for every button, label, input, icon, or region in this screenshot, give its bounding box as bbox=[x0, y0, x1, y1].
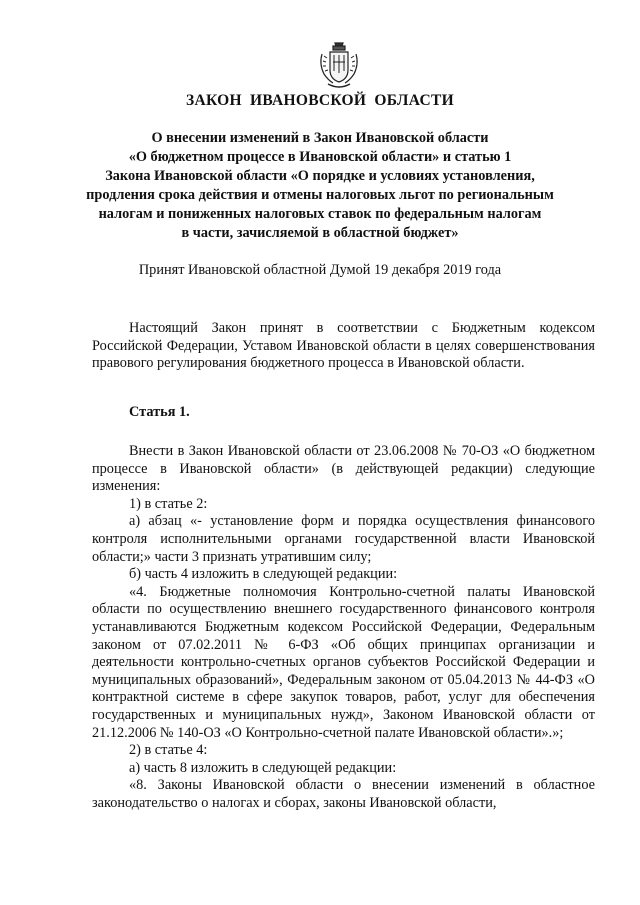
paragraph: Внести в Закон Ивановской области от 23.06.2008 № 70-ОЗ «О бюджетном процессе в Ивановской области» (в действующей редакции) следующие изменения: bbox=[92, 443, 595, 495]
law-title: ЗАКОН ИВАНОВСКОЙ ОБЛАСТИ bbox=[186, 92, 454, 109]
subject-line: О внесении изменений в Закон Ивановской области bbox=[151, 130, 489, 146]
law-subject bbox=[70, 129, 570, 243]
subject-line: в части, зачисляемой в областной бюджет» bbox=[181, 225, 459, 241]
intro-paragraph: Настоящий Закон принят в соответствии с Бюджетным кодексом Российской Федерации, Уставом Ивановской области в целях совершенствования правового регулирования бюджетного процесса в Ивановской области. bbox=[92, 320, 595, 372]
article-body bbox=[92, 443, 595, 812]
subject-line: «О бюджетном процессе в Ивановской области» и статью 1 bbox=[128, 149, 512, 165]
article-heading: Статья 1. bbox=[129, 404, 190, 420]
paragraph: «8. Законы Ивановской области о внесении изменений в областное законодательство о налогах и сборах, законы Ивановской области, bbox=[92, 777, 595, 811]
paragraph: а) абзац «- установление форм и порядка осуществления финансового контроля исполнительными органами государственной власти Ивановской области;» части 3 признать утратившим силу; bbox=[92, 513, 595, 565]
coat-of-arms-icon bbox=[318, 40, 360, 90]
subject-line: Закона Ивановской области «О порядке и условиях установления, bbox=[105, 168, 535, 184]
paragraph: «4. Бюджетные полномочия Контрольно-счетной палаты Ивановской области по осуществлению внешнего государственного финансового контроля устанавливаются Бюджетным кодексом Российской Федерации, Федеральным законом от 07.02.2011 № 6-ФЗ «Об общих принципах организации и деятельности контрольно-счетных органов субъектов Российской Федерации и муниципальных образований», Федеральным законом от 05.04.2013 № 44-ФЗ «О контрактной системе в сфере закупок товаров, работ, услуг для обеспечения государственных и муниципальных нужд», Законом Ивановской области от 21.12.2006 № 140-ОЗ «О Контрольно-счетной палате Ивановской области».»; bbox=[92, 583, 595, 741]
intro-section bbox=[92, 320, 595, 373]
subject-line: налогам и пониженных налоговых ставок по федеральным налогам bbox=[98, 206, 542, 222]
subject-line: продления срока действия и отмены налоговых льгот по региональным bbox=[86, 187, 554, 203]
paragraph: б) часть 4 изложить в следующей редакции: bbox=[129, 566, 398, 583]
paragraph: 1) в статье 2: bbox=[129, 495, 208, 512]
adoption-note: Принят Ивановской областной Думой 19 декабря 2019 года bbox=[138, 262, 502, 278]
paragraph: а) часть 8 изложить в следующей редакции: bbox=[129, 759, 397, 776]
paragraph: 2) в статье 4: bbox=[129, 742, 208, 759]
